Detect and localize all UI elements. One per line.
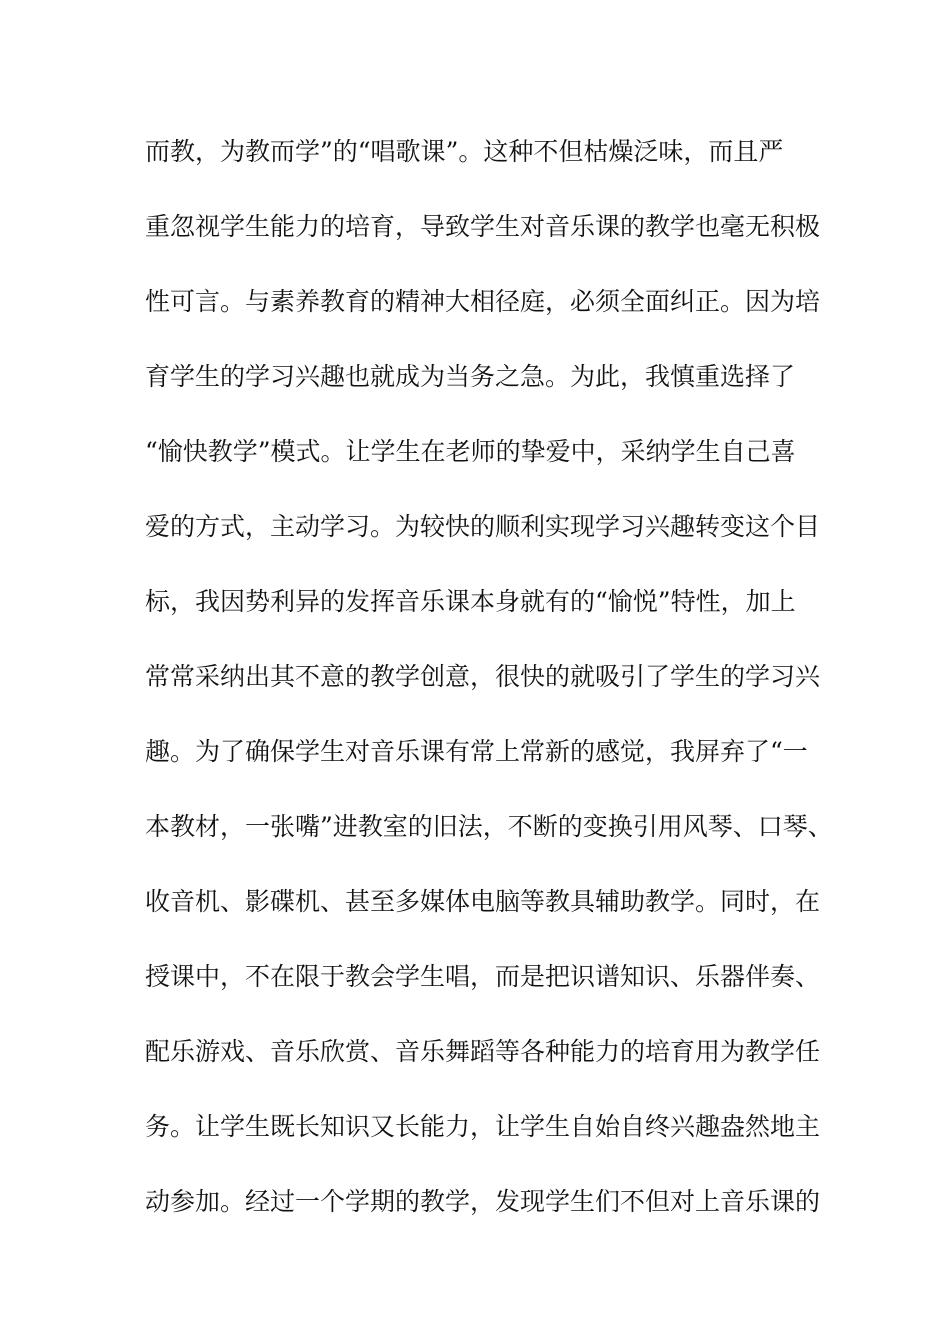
text-line: 趣。为了确保学生对音乐课有常上常新的感觉，我屏弃了“一 <box>145 737 808 766</box>
text-line: 常常采纳出其不意的教学创意，很快的就吸引了学生的学习兴 <box>145 662 821 691</box>
text-line: 配乐游戏、音乐欣赏、音乐舞蹈等各种能力的培育用为教学任 <box>145 1037 821 1066</box>
text-line: 授课中，不在限于教会学生唱，而是把识谱知识、乐器伴奏、 <box>145 962 821 991</box>
text-line: 爱的方式，主动学习。为较快的顺利实现学习兴趣转变这个目 <box>145 512 821 541</box>
text-line: 收音机、影碟机、甚至多媒体电脑等教具辅助教学。同时，在 <box>145 887 821 916</box>
text-line: 育学生的学习兴趣也就成为当务之急。为此，我慎重选择了 <box>145 362 796 391</box>
text-line: 本教材，一张嘴”进教室的旧法，不断的变换引用风琴、口琴、 <box>145 812 833 841</box>
text-line: 而教，为教而学”的“唱歌课”。这种不但枯燥泛味，而且严 <box>145 137 784 166</box>
text-line: 性可言。与素养教育的精神大相径庭，必须全面纠正。因为培 <box>145 287 821 316</box>
text-line: 重忽视学生能力的培育，导致学生对音乐课的教学也毫无积极 <box>145 212 821 241</box>
text-line: “愉快教学”模式。让学生在老师的挚爱中，采纳学生自己喜 <box>145 437 796 466</box>
text-line: 标，我因势利异的发挥音乐课本身就有的“愉悦”特性，加上 <box>145 587 796 616</box>
text-line: 务。让学生既长知识又长能力，让学生自始自终兴趣盎然地主 <box>145 1112 821 1141</box>
text-line: 动参加。经过一个学期的教学，发现学生们不但对上音乐课的 <box>145 1187 821 1216</box>
body-text <box>145 132 845 1257</box>
